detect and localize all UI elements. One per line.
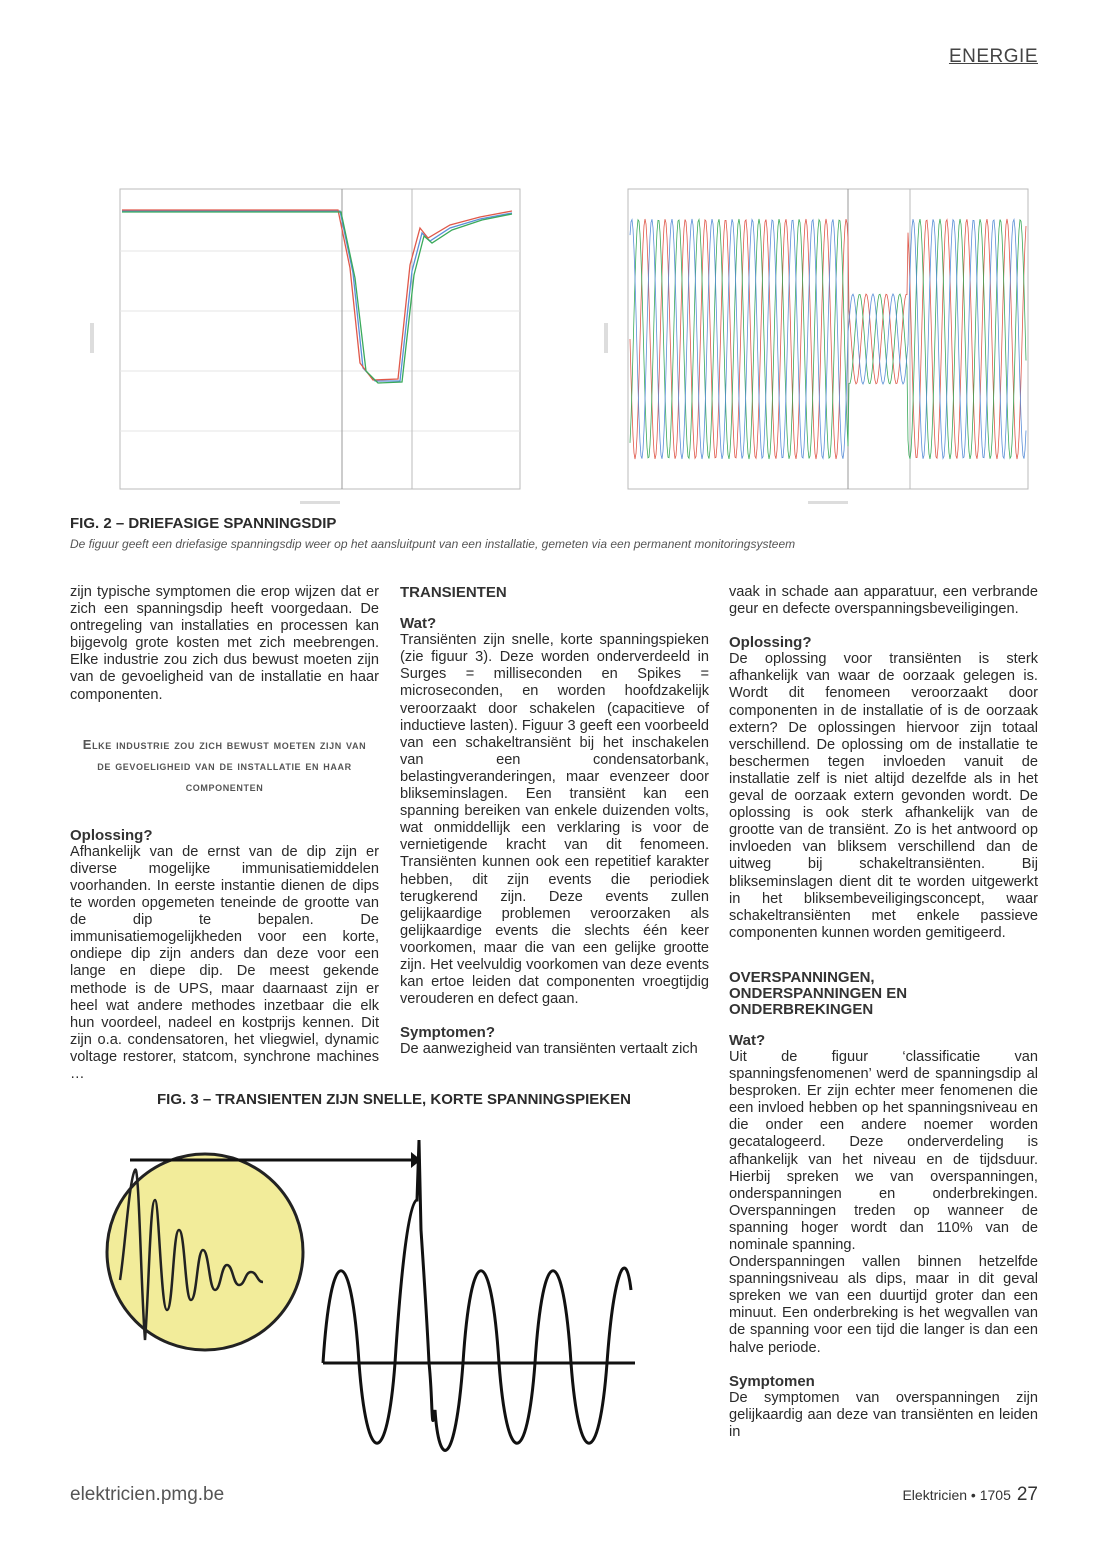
dip-rms-chart-svg: [70, 183, 530, 508]
overspanningen-heading: OVERSPANNINGEN, ONDERSPANNINGEN EN ONDERBREKINGEN: [729, 968, 908, 1018]
fig2-caption: De figuur geeft een driefasige spanningsdip weer op het aansluitpunt van een installatie, gemeten via een permanent monitoringsysteem: [70, 537, 796, 551]
dip-rms-chart: [70, 183, 530, 508]
col1-paragraph-2: Afhankelijk van de ernst van de dip zijn er diverse mogelijke immunisatiemiddelen voorhanden. In eerste instantie dienen de dips te worden opgemeten teneinde de grootte van de dip te bepalen. De immunisatiemogelijkheden voor een korte, ondiepe dip zijn anders dan deze voor een lange en diepe dip. De meest gekende methode is de UPS, maar daarnaast zijn er heel wat andere methodes inzetbaar die elk hun voordeel, nadeel en kostprijs kennen. Dit zijn o.a. condensatoren, het vliegwiel, dynamic voltage restorer, statcom, synchrone machines …: [70, 843, 379, 1082]
transient-illustration-svg: [95, 1140, 635, 1460]
dip-waveform-chart: [598, 183, 1038, 508]
transienten-heading: TRANSIENTEN: [400, 584, 507, 601]
col3-paragraph-2: De oplossing voor transiënten is sterk afhankelijk van waar de oorzaak gelegen is. Wordt dit fenomeen veroorzaakt door componenten in de installatie of is de oorzaak extern? De oplossingen hiervoor zijn totaal verschillend. De oplossing om de installatie te beschermen tegen invloeden vanuit de installatie zelf is niet altijd dezelfde als in het geval de oorzaak extern gevonden wordt. De oplossing is ook sterk afhankelijk van de grootte van de transiënt. Zo is het antwoord op invloeden van bliksem verschillend dan de uitweg bij schakeltransiënten. Bij blikseminslagen dient dit te worden uitgewerkt in het bliksembeveiligingsconcept, waar schakeltransiënten met enkele passieve componenten kunnen worden gemitigeerd.: [729, 651, 1038, 941]
column-1: [70, 584, 379, 1083]
column-2: [400, 584, 709, 1058]
transient-illustration: [95, 1140, 635, 1460]
issue-label: Elektricien • 1705: [902, 1487, 1011, 1503]
phase-wave-3: [630, 219, 1026, 459]
dip-waveform-chart-svg: [598, 183, 1038, 508]
col3-wat-heading: Wat?: [729, 1031, 766, 1049]
fig3-title: FIG. 3 – TRANSIENTEN ZIJN SNELLE, KORTE SPANNINGSPIEKEN: [157, 1091, 631, 1108]
pull-quote: Elke industrie zou zich bewust moeten zijn van de gevoeligheid van de installatie en haar componenten: [82, 736, 367, 794]
col2-paragraph-1: Transiënten zijn snelle, korte spanningspieken (zie figuur 3). Deze worden onderverdeeld in Surges = milliseconden en Spikes = microseconden, en worden hoofdzakelijk veroorzaakt door schakelen (capacitieve of inductieve lasten). Figuur 3 geeft een voorbeeld van een schakeltransiënt bij het inschakelen van een condensatorbank, belastingveranderingen, maar evenzeer door blikseminslagen. Een transiënt kan een spanning bereiken van enkele duizenden volts, wat onmiddellijk een verklaring is voor de vernietigende kracht van dit fenomeen. Transiënten kunnen ook een repetitief karakter hebben, dit zijn events die periodiek terugkerend zijn. Deze events zullen gelijkaardige problemen veroorzaken als gelijkaardige events die slechts één keer voorkomen, maar die van een gelijke grootte zijn. Het veelvuldig voorkomen van deze events kan ertoe leiden dat componenten vroegtijdig verouderen en defect gaan.: [400, 632, 709, 1008]
col3-oplossing-heading: Oplossing?: [729, 634, 812, 652]
col2-wat-heading: Wat?: [400, 615, 437, 633]
footer-issue: [902, 1484, 1038, 1506]
fig2-title: FIG. 2 – DRIEFASIGE SPANNINGSDIP: [70, 515, 337, 532]
footer-url[interactable]: elektricien.pmg.be: [70, 1484, 225, 1505]
column-3: [729, 584, 1038, 1441]
col3-symptomen-heading: Symptomen: [729, 1372, 815, 1390]
col3-paragraph-3: Uit de figuur ‘classificatie van spanningsfenomenen’ werd de spanningsdip al besproken. Er zijn echter meer fenomenen die een invloed hebben op het spanningsniveau en die onder een andere noemer worden gecatalogeerd. Deze onderverdeling is afhankelijk van het niveau en de tijdsduur. Hierbij spreken we van overspanningen, onderspanningen en onderbrekingen. Overspanningen treden op wanneer de spanning hoger wordt dan 110% van de nominale spanning.: [729, 1048, 1038, 1253]
col3-paragraph-1: vaak in schade aan apparatuur, een verbrande geur en defecte overspanningsbeveiligingen.: [729, 584, 1038, 618]
page-number: 27: [1016, 1484, 1038, 1505]
phase-waves: [630, 219, 1026, 459]
section-label: ENERGIE: [948, 46, 1038, 67]
sine-with-transient: [323, 1140, 631, 1450]
col1-oplossing-heading: Oplossing?: [70, 826, 153, 844]
col2-paragraph-2: De aanwezigheid van transiënten vertaalt zich: [400, 1041, 698, 1058]
col1-paragraph-1: zijn typische symptomen die erop wijzen dat er zich een spanningsdip heeft voorgedaan. De ontregeling van installaties en processen kan bijgevolg grote kosten met zich meebrengen. Elke industrie zou zich dus bewust moeten zijn van de gevoeligheid van de installatie en haar componenten.: [70, 584, 379, 703]
col2-symptomen-heading: Symptomen?: [400, 1024, 496, 1042]
col3-paragraph-4: Onderspanningen vallen binnen hetzelfde spanningsniveau als dips, maar in dit geval spreken we van een duurtijd groter dan een minuut. Een onderbreking is het wegvallen van de spanning voor een tijd die langer is dan een halve periode.: [729, 1254, 1038, 1356]
col3-paragraph-5: De symptomen van overspanningen zijn gelijkaardig aan deze van transiënten en leiden in: [729, 1389, 1038, 1440]
